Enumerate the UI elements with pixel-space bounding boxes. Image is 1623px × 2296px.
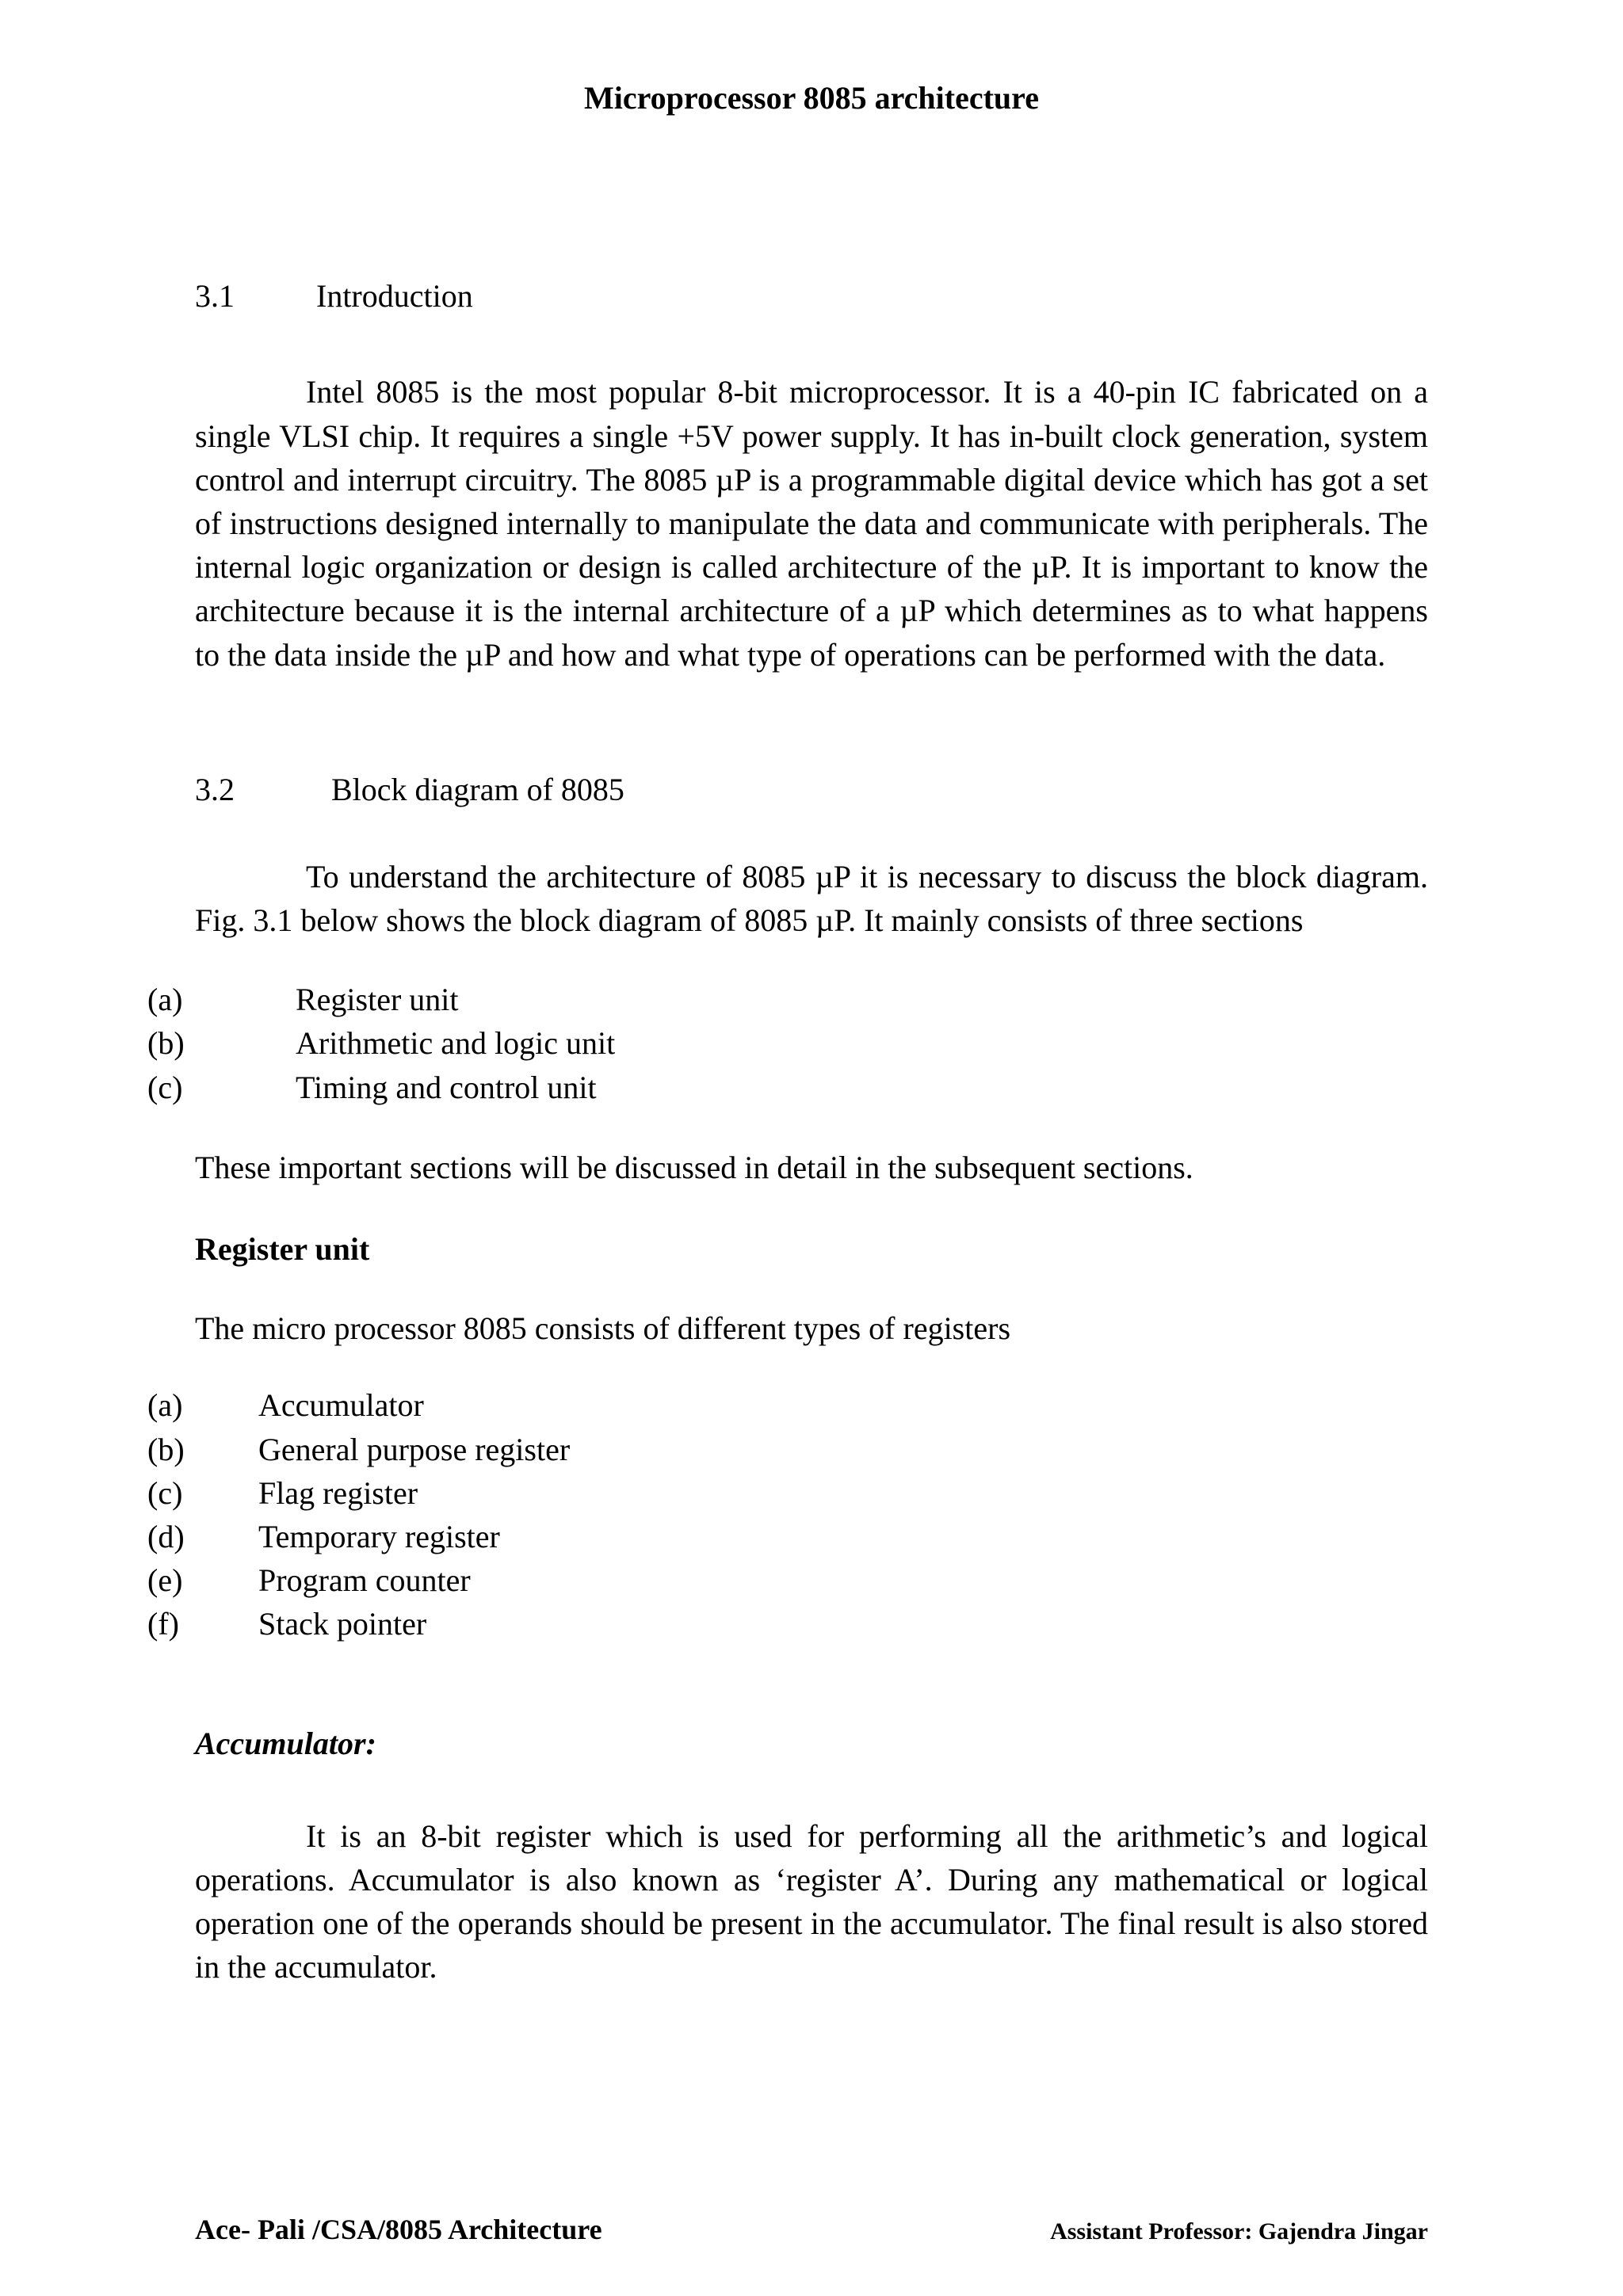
register-unit-intro: The micro processor 8085 consists of different types of registers xyxy=(195,1310,1011,1347)
document-content xyxy=(147,274,1428,1989)
registers-list xyxy=(147,1383,1428,1646)
list-item-marker: (b) xyxy=(147,1431,185,1467)
list-item-marker: (e) xyxy=(147,1562,183,1599)
list-item xyxy=(147,1471,1428,1515)
list-item-text: Register unit xyxy=(296,982,459,1018)
list-item-marker: (c) xyxy=(147,1069,183,1105)
list-item xyxy=(147,1021,1428,1065)
list-item-text: Temporary register xyxy=(258,1518,500,1554)
document-title: Microprocessor 8085 architecture xyxy=(584,80,1039,116)
list-item xyxy=(147,1428,1428,1471)
list-item xyxy=(147,1066,1428,1109)
list-item-marker: (f) xyxy=(147,1606,179,1642)
list-item xyxy=(147,1558,1428,1602)
list-item xyxy=(147,978,1428,1021)
section-3-2-number: 3.2 xyxy=(195,771,235,807)
sections-list xyxy=(147,978,1428,1109)
list-item-marker: (a) xyxy=(147,982,183,1018)
page-footer xyxy=(195,2210,1428,2250)
block-diagram-paragraph: To understand the architecture of 8085 µP it is necessary to discuss the block diagram. Fig. 3.1 below shows the block diagram of 8085 µP. It mainly consists of three sections xyxy=(195,858,1428,939)
footer-right-text: Assistant Professor: Gajendra Jingar xyxy=(1050,2218,1428,2245)
list-item-text: Timing and control unit xyxy=(296,1069,597,1105)
list-item-text: Accumulator xyxy=(258,1387,424,1424)
sections-note: These important sections will be discussed in detail in the subsequent sections. xyxy=(195,1149,1193,1185)
list-item-marker: (a) xyxy=(147,1387,183,1424)
list-item-marker: (b) xyxy=(147,1025,185,1062)
section-3-1-heading xyxy=(195,274,1428,318)
section-3-2-heading xyxy=(195,768,1428,811)
list-item-text: Program counter xyxy=(258,1562,471,1599)
list-item xyxy=(147,1515,1428,1558)
accumulator-heading: Accumulator: xyxy=(195,1725,376,1761)
footer-left-text: Ace- Pali /CSA/8085 Architecture xyxy=(195,2214,602,2246)
list-item-text: Stack pointer xyxy=(258,1606,427,1642)
section-3-1-number: 3.1 xyxy=(195,278,235,315)
list-item-marker: (c) xyxy=(147,1474,183,1511)
introduction-paragraph: Intel 8085 is the most popular 8-bit microprocessor. It is a 40-pin IC fabricated on a single VLSI chip. It requires a single +5V power supply. It has in-built clock generation, system control and interrupt circuitry. The 8085 µP is a programmable digital device which has got a set of instructions designed internally to manipulate the data and communicate with peripherals. The internal logic organization or design is called architecture of the µP. It is important to know the architecture because it is the internal architecture of a µP which determines as to what happens to the data inside the µP and how and what type of operations can be performed with the data. xyxy=(195,374,1428,673)
accumulator-paragraph: It is an 8-bit register which is used for performing all the arithmetic’s and logical operations. Accumulator is also known as ‘register A’. During any mathematical or logical operation one of the operands should be present in the accumulator. The final result is also stored in the accumulator. xyxy=(195,1817,1428,1985)
section-3-1-title: Introduction xyxy=(316,278,473,315)
register-unit-heading: Register unit xyxy=(195,1231,370,1267)
list-item xyxy=(147,1602,1428,1646)
list-item-marker: (d) xyxy=(147,1518,185,1554)
list-item-text: General purpose register xyxy=(258,1431,571,1467)
list-item-text: Flag register xyxy=(258,1474,418,1511)
section-3-2-title: Block diagram of 8085 xyxy=(331,771,624,807)
list-item-text: Arithmetic and logic unit xyxy=(296,1025,616,1062)
list-item xyxy=(147,1383,1428,1427)
